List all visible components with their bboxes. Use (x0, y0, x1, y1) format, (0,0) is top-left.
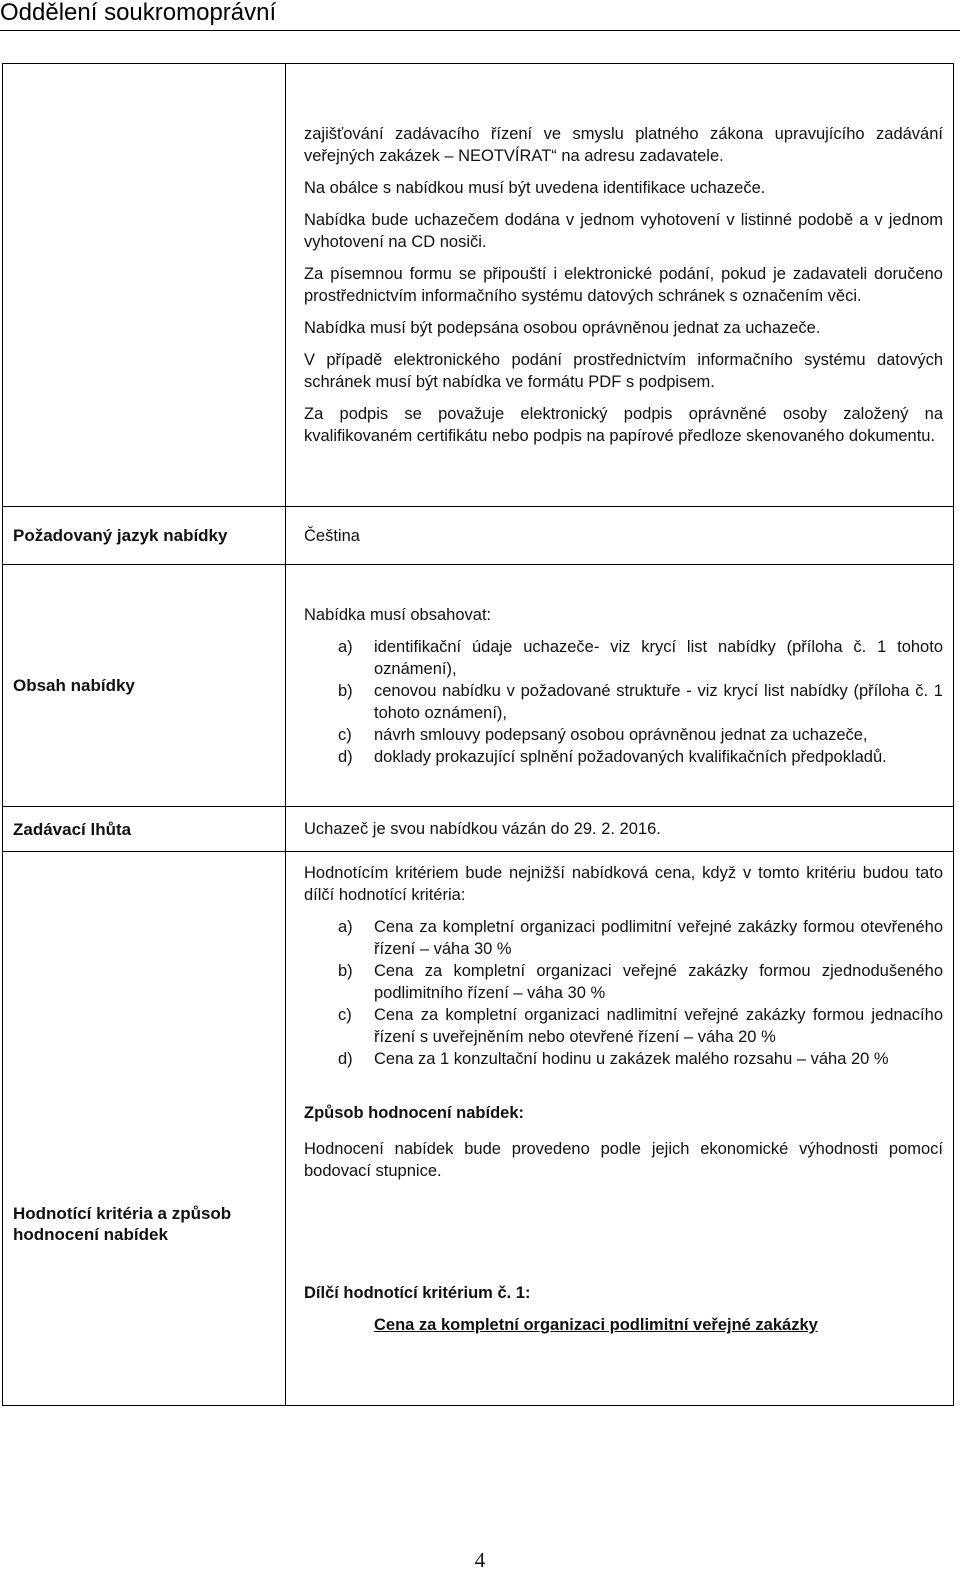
list-item: b) Cena za kompletní organizaci veřejné zakázky formou zjednodušeného podlimitního řízení – váha 30 % (338, 962, 943, 1002)
submission-paragraph: Nabídka musí být podepsána osobou oprávněnou jednat za uchazeče. (304, 319, 821, 337)
row-language (3, 507, 954, 565)
tender-info-table (2, 63, 954, 1406)
criterion-text: Cena za kompletní organizaci podlimitní veřejné zakázky (374, 1316, 818, 1334)
list-item: a) Cena za kompletní organizaci podlimitní veřejné zakázky formou otevřeného řízení – váha 30 % (338, 918, 943, 958)
submission-paragraph: Za písemnou formu se připouští i elektronické podání, pokud je zadavateli doručeno prostřednictvím informačního systému datových schránek s označením věci. (304, 265, 943, 305)
content-list (304, 636, 943, 768)
evaluation-method-text: Hodnocení nabídek bude provedeno podle jejich ekonomické výhodnosti pomocí bodovací stupnice. (304, 1140, 943, 1180)
list-item: c) návrh smlouvy podepsaný osobou oprávněnou jednat za uchazeče, (338, 725, 868, 744)
page-number: 4 (474, 1548, 486, 1572)
evaluation-method-heading: Způsob hodnocení nabídek: (304, 1104, 524, 1122)
row-submission-label (3, 64, 286, 507)
row-content-label: Obsah nabídky (3, 565, 286, 807)
row-content-value (286, 565, 954, 807)
list-item: d) doklady prokazující splnění požadovaných kvalifikačních předpokladů. (338, 747, 887, 766)
row-deadline (3, 807, 954, 852)
submission-paragraph: Na obálce s nabídkou musí být uvedena identifikace uchazeče. (304, 179, 766, 197)
list-item: b) cenovou nabídku v požadované struktuře - viz krycí list nabídky (příloha č. 1 tohoto oznámení), (338, 681, 943, 722)
section-header-title: Oddělení soukromoprávní (0, 0, 277, 26)
submission-paragraph: zajišťování zadávacího řízení ve smyslu platného zákona upravujícího zadávání veřejných zakázek – NEOTVÍRAT“ na adresu zadavatele. (304, 125, 943, 165)
row-language-label: Požadovaný jazyk nabídky (3, 507, 286, 565)
row-evaluation-value (286, 852, 954, 1406)
row-submission (3, 64, 954, 507)
row-deadline-label: Zadávací lhůta (3, 807, 286, 852)
submission-paragraph: Za podpis se považuje elektronický podpis oprávněné osoby založený na kvalifikovaném certifikátu nebo podpis na papírové předloze skenovaného dokumentu. (304, 405, 943, 445)
row-submission-value (286, 64, 954, 507)
criterion-heading: Dílčí hodnotící kritérium č. 1: (304, 1284, 531, 1302)
list-item: a) identifikační údaje uchazeče- viz krycí list nabídky (příloha č. 1 tohoto oznámení), (338, 637, 943, 678)
list-item: d) Cena za 1 konzultační hodinu u zakázek malého rozsahu – váha 20 % (338, 1050, 889, 1068)
evaluation-intro: Hodnotícím kritériem bude nejnižší nabídková cena, když v tomto kritériu budou tato dílčí hodnotící kritéria: (304, 864, 943, 904)
row-content (3, 565, 954, 807)
content-intro: Nabídka musí obsahovat: (304, 605, 492, 624)
evaluation-criteria-list (304, 916, 943, 1070)
row-evaluation-label: Hodnotící kritéria a způsob hodnocení nabídek (3, 852, 286, 1406)
row-language-value: Čeština (286, 507, 954, 565)
header-rule (0, 30, 960, 31)
list-item: c) Cena za kompletní organizaci nadlimitní veřejné zakázky formou jednacího řízení s uveřejněním nebo otevřené řízení – váha 20 % (338, 1006, 943, 1046)
row-deadline-value: Uchazeč je svou nabídkou vázán do 29. 2. 2016. (286, 807, 954, 852)
submission-paragraph: Nabídka bude uchazečem dodána v jednom vyhotovení v listinné podobě a v jednom vyhotovení na CD nosiči. (304, 211, 943, 251)
submission-paragraph: V případě elektronického podání prostřednictvím informačního systému datových schránek musí být nabídka ve formátu PDF s podpisem. (304, 351, 943, 391)
row-evaluation (3, 852, 954, 1406)
